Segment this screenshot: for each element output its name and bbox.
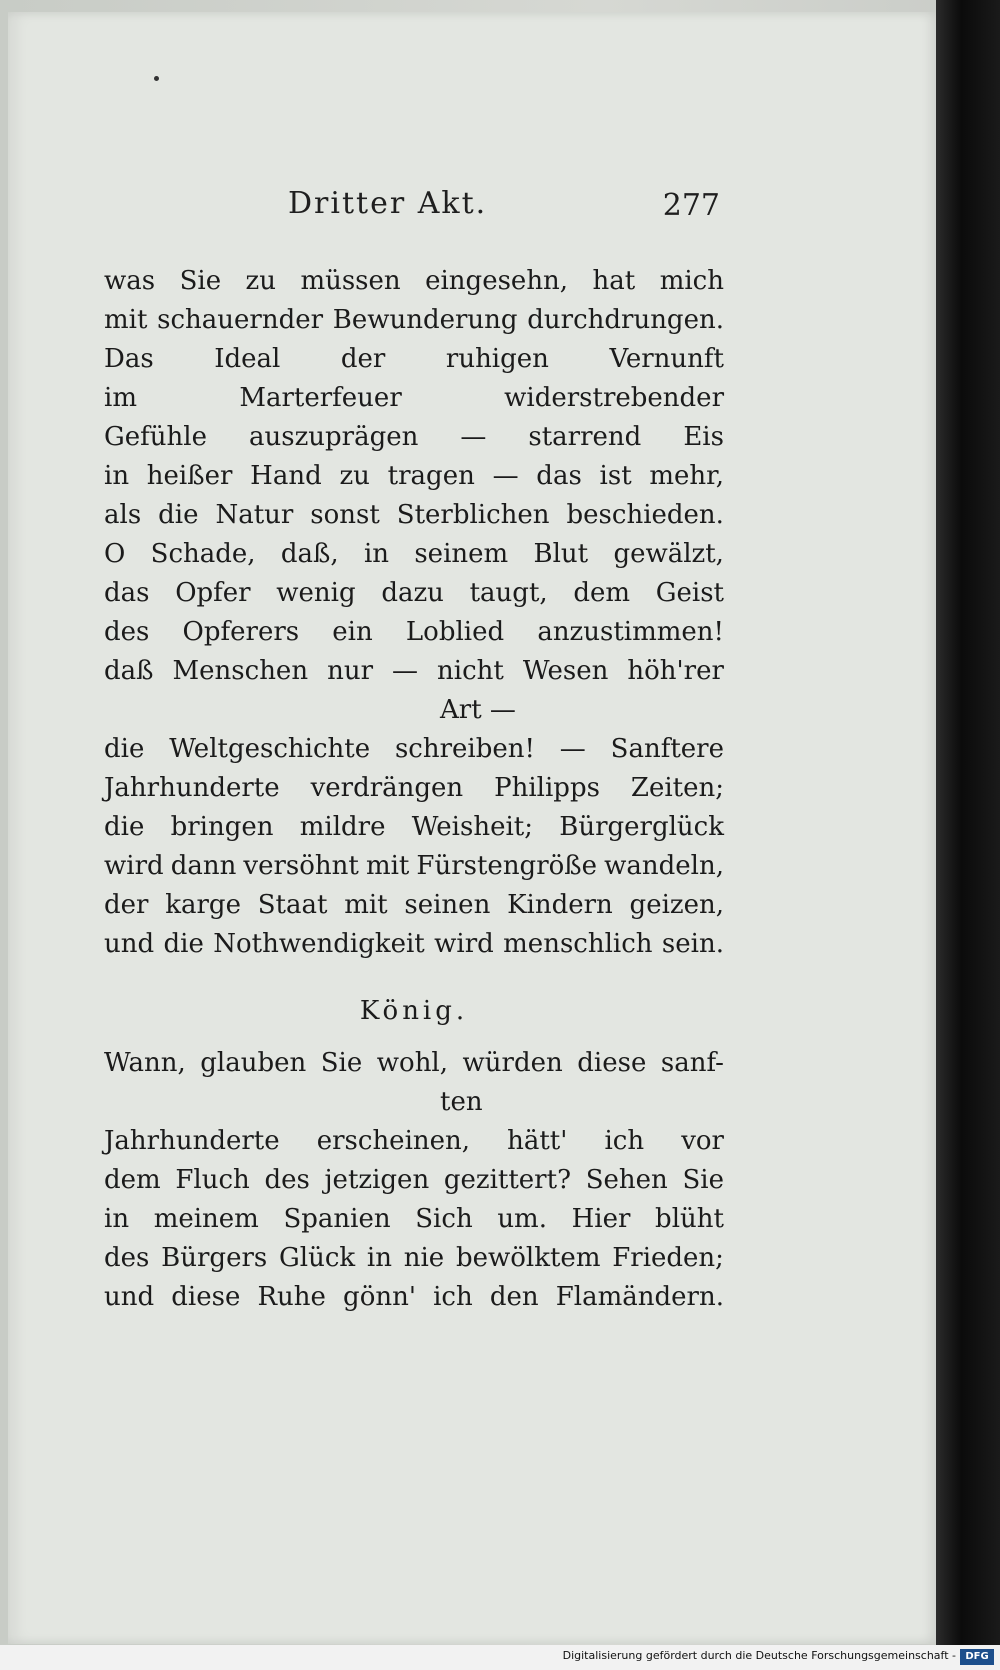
verse-word: wird [434,929,494,959]
verse-word: taugt, [469,578,548,608]
verse-word: nur [327,656,374,686]
verse-word: der [104,890,149,920]
verse-word: Loblied [405,617,505,647]
verse-word: geizen, [629,890,724,920]
verse-word: Bewunderung [332,305,518,335]
verse-word: die [163,929,204,959]
verse-word: gezittert? [443,1165,572,1195]
page-number: 277 [662,188,720,223]
verse-word: ein [332,617,373,647]
verse-word: in [104,1204,130,1234]
verse-word: Jahrhunderte [104,1126,280,1156]
verse-word: glauben [200,1048,307,1078]
verse-line [104,730,724,769]
verse-word: — [460,422,487,452]
verse-line [104,1161,724,1200]
verse-word: Sie [179,266,222,296]
verse-word: um. [497,1204,547,1234]
ink-speck [154,76,159,81]
verse-word: — [559,734,586,764]
verse-word: das [536,461,582,491]
verse-word: Spanien [283,1204,391,1234]
verse-word: tragen [387,461,475,491]
verse-word: diese [171,1282,241,1312]
verse-word: seinem [414,539,509,569]
verse-word: Flamändern. [555,1282,724,1312]
verse-word: sanf- [660,1048,724,1078]
verse-line [104,886,724,925]
verse-line [104,847,724,886]
verse-word: in [104,461,130,491]
verse-word: verdrängen [310,773,464,803]
verse-word: Wann, [104,1048,186,1078]
verse-word: mit [344,890,388,920]
verse-word: des [264,1165,310,1195]
verse-word: blüht [655,1204,724,1234]
verse-block-a [104,262,724,691]
verse-word: erscheinen, [316,1126,471,1156]
verse-word: Opferers [182,617,300,647]
verse-word: Blut [533,539,589,569]
verse-word: mich [659,266,724,296]
verse-line [104,340,724,379]
verse-word: ich [433,1282,473,1312]
verse-word: seinen [404,890,491,920]
verse-word: höh'rer [627,656,724,686]
verse-line [104,379,724,418]
verse-word: wandeln, [604,851,724,881]
verse-word: Sterblichen [396,500,550,530]
verse-word: bringen [170,812,274,842]
verse-word: ich [604,1126,645,1156]
verse-word: Bürgers [161,1243,268,1273]
dfg-logo: DFG [960,1649,994,1665]
verse-word: mit [104,305,148,335]
verse-word: eingesehn, [425,266,569,296]
verse-line [104,1278,724,1317]
digitization-footer [0,1645,1000,1670]
verse-word: schauernder [157,305,324,335]
verse-word: daß, [280,539,339,569]
verse-word: Sehen [585,1165,668,1195]
verse-word: mit [365,851,410,881]
verse-word: jetzigen [324,1165,430,1195]
verse-word: Weltgeschichte [169,734,371,764]
funding-credit: Digitalisierung gefördert durch die Deutsche Forschungsgemeinschaft - [562,1649,956,1662]
verse-word: — [392,656,419,686]
verse-word: zu [339,461,370,491]
verse-word: zu [245,266,276,296]
verse-word: Bürgerglück [559,812,724,842]
verse-word: dem [104,1165,161,1195]
verse-line-continuation [104,1083,724,1122]
verse-word: ruhigen [445,344,549,374]
verse-word: und [104,929,155,959]
verse-line [104,457,724,496]
verse-word: wenig [276,578,356,608]
verse-word: die [104,812,145,842]
verse-word: Hand [250,461,322,491]
verse-word: widerstrebender [504,383,724,413]
verse-text [104,262,724,1317]
verse-word: auszuprägen [248,422,419,452]
verse-word: Glück [279,1243,356,1273]
verse-word: Schade, [150,539,256,569]
verse-word: Kindern [507,890,613,920]
verse-line-continuation-text: ten [440,1087,483,1117]
verse-line [104,496,724,535]
verse-line [104,301,724,340]
verse-line-continuation-text: Art — [440,695,516,725]
verse-word: des [104,1243,150,1273]
verse-word: müssen [300,266,401,296]
verse-word: gönn' [343,1282,416,1312]
verse-word: Geist [655,578,724,608]
verse-word: O [104,539,126,569]
verse-word: nicht [437,656,504,686]
verse-line [104,925,724,964]
verse-word: ist [599,461,632,491]
verse-line [104,1239,724,1278]
verse-word: des [104,617,150,647]
verse-word: Natur [215,500,294,530]
verse-word: Ruhe [257,1282,326,1312]
verse-word: Sie [320,1048,363,1078]
verse-word: nie [403,1243,445,1273]
verse-word: Wesen [522,656,609,686]
verse-word: dazu [381,578,444,608]
verse-word: Weisheit; [411,812,533,842]
verse-word: sonst [310,500,380,530]
verse-word: Zeiten; [630,773,724,803]
verse-word: anzustimmen! [537,617,724,647]
verse-word: Gefühle [104,422,207,452]
verse-word: menschlich [503,929,653,959]
verse-word: dem [573,578,631,608]
verse-word: Opfer [175,578,251,608]
verse-word: vor [681,1126,724,1156]
verse-word: Sich [415,1204,473,1234]
verse-word: versöhnt [243,851,359,881]
verse-word: karge [165,890,241,920]
verse-line [104,652,724,691]
verse-word: in [363,539,390,569]
verse-word: Nothwendigkeit [213,929,425,959]
verse-word: heißer [146,461,233,491]
verse-line [104,535,724,574]
verse-word: Eis [683,422,724,452]
verse-word: den [489,1282,539,1312]
verse-word: Ideal [214,344,281,374]
verse-word: hätt' [507,1126,568,1156]
verse-word: schreiben! [394,734,535,764]
verse-word: was [104,266,156,296]
verse-word: Staat [257,890,328,920]
verse-word: würden [462,1048,563,1078]
verse-word: die [104,734,145,764]
verse-word: diese [577,1048,647,1078]
verse-word: Hier [571,1204,631,1234]
verse-word: durchdrungen. [527,305,724,335]
verse-line [104,613,724,652]
verse-word: — [492,461,519,491]
page-header [100,186,720,236]
verse-line [104,769,724,808]
verse-word: sein. [661,929,724,959]
verse-line [104,1200,724,1239]
verse-word: Frieden; [612,1243,724,1273]
speaker-name: König. [359,996,469,1026]
verse-word: Sie [682,1165,724,1195]
verse-word: Marterfeuer [239,383,402,413]
verse-word: Jahrhunderte [104,773,280,803]
verse-word: Philipps [494,773,600,803]
verse-word: meinem [153,1204,259,1234]
verse-word: das [104,578,150,608]
verse-word: Vernunft [609,344,724,374]
verse-block-d [104,1122,724,1317]
verse-word: wohl, [376,1048,449,1078]
verse-word: Sanftere [610,734,724,764]
verse-word: dann [170,851,237,881]
verse-block-b [104,730,724,964]
verse-word: Fluch [175,1165,250,1195]
verse-line [104,418,724,457]
verse-word: Das [104,344,154,374]
verse-word: im [104,383,137,413]
book-spine-shadow [936,0,1000,1670]
verse-word: mehr, [649,461,724,491]
verse-word: gewälzt, [613,539,724,569]
verse-line [104,1122,724,1161]
verse-line [104,262,724,301]
running-head: Dritter Akt. [288,186,488,221]
verse-word: Fürstengröße [416,851,598,881]
verse-line [104,808,724,847]
verse-word: daß [104,656,154,686]
verse-word: mildre [299,812,386,842]
verse-word: die [158,500,199,530]
verse-word: in [366,1243,392,1273]
verse-block-c [104,1044,724,1083]
verse-word: Menschen [172,656,309,686]
verse-line-continuation [104,691,724,730]
verse-line [104,1044,724,1083]
verse-word: und [104,1282,155,1312]
verse-word: wird [104,851,164,881]
verse-word: beschieden. [566,500,724,530]
verse-word: hat [592,266,636,296]
verse-word: als [104,500,142,530]
verse-word: bewölktem [455,1243,601,1273]
verse-line [104,574,724,613]
verse-word: der [340,344,386,374]
verse-word: starrend [528,422,642,452]
